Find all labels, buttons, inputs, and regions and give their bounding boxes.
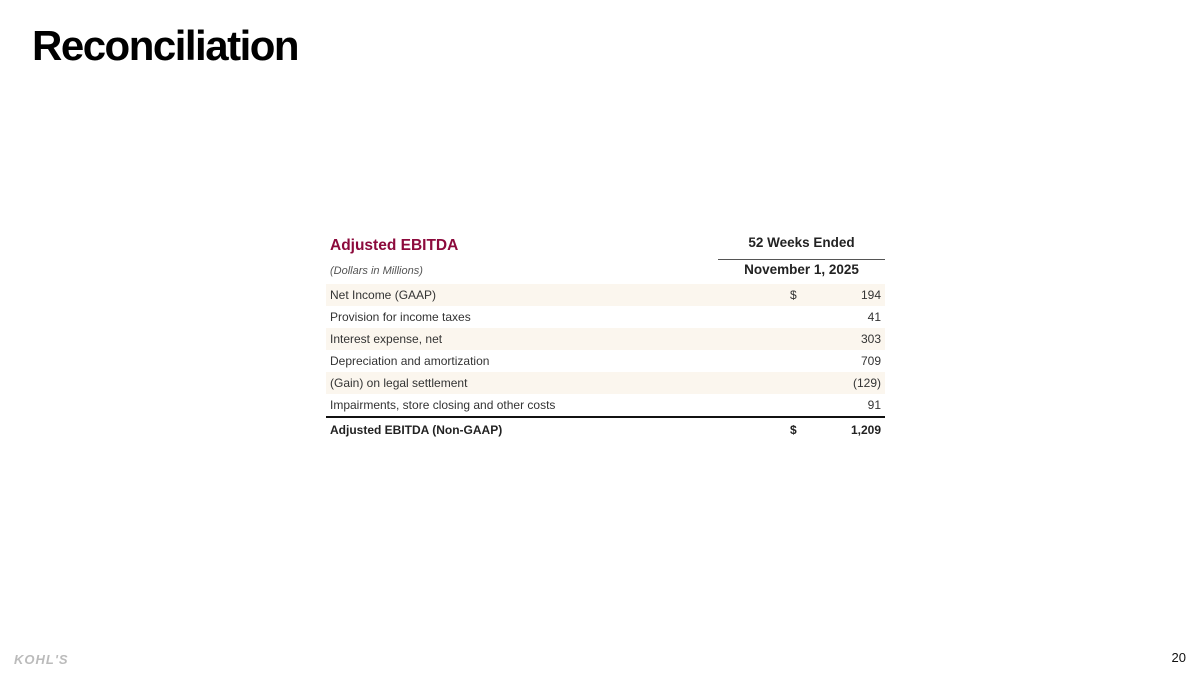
page-number: 20 — [1171, 650, 1186, 665]
kohls-logo: KOHL'S — [14, 652, 69, 667]
total-currency: $ — [790, 423, 797, 437]
row-currency: $ — [790, 288, 797, 302]
total-value: 1,209 — [850, 423, 881, 437]
slide-title: Reconciliation — [32, 22, 299, 69]
header-rule — [718, 259, 885, 260]
table-row — [326, 394, 885, 416]
table-row — [326, 284, 885, 306]
period-header: 52 Weeks Ended — [748, 235, 855, 250]
row-label: Depreciation and amortization — [330, 354, 490, 368]
row-label: Provision for income taxes — [330, 310, 471, 324]
table-row — [326, 350, 885, 372]
row-value: 91 — [867, 398, 881, 412]
table-row — [326, 306, 885, 328]
table-row — [326, 372, 885, 394]
period-date: November 1, 2025 — [744, 262, 859, 277]
row-value: (129) — [852, 376, 881, 390]
row-label: Net Income (GAAP) — [330, 288, 437, 302]
reconciliation-table — [326, 232, 885, 442]
total-row — [326, 416, 885, 442]
row-value: 41 — [867, 310, 881, 324]
units-note: (Dollars in Millions) — [330, 265, 423, 277]
row-value: 194 — [860, 288, 881, 302]
row-label: Interest expense, net — [330, 332, 443, 346]
row-label: (Gain) on legal settlement — [330, 376, 468, 390]
total-label: Adjusted EBITDA (Non-GAAP) — [330, 423, 503, 437]
table-row — [326, 328, 885, 350]
table-header — [326, 232, 885, 284]
row-value: 709 — [860, 354, 881, 368]
row-label: Impairments, store closing and other costs — [330, 398, 556, 412]
row-value: 303 — [860, 332, 881, 346]
table-title: Adjusted EBITDA — [330, 237, 459, 254]
